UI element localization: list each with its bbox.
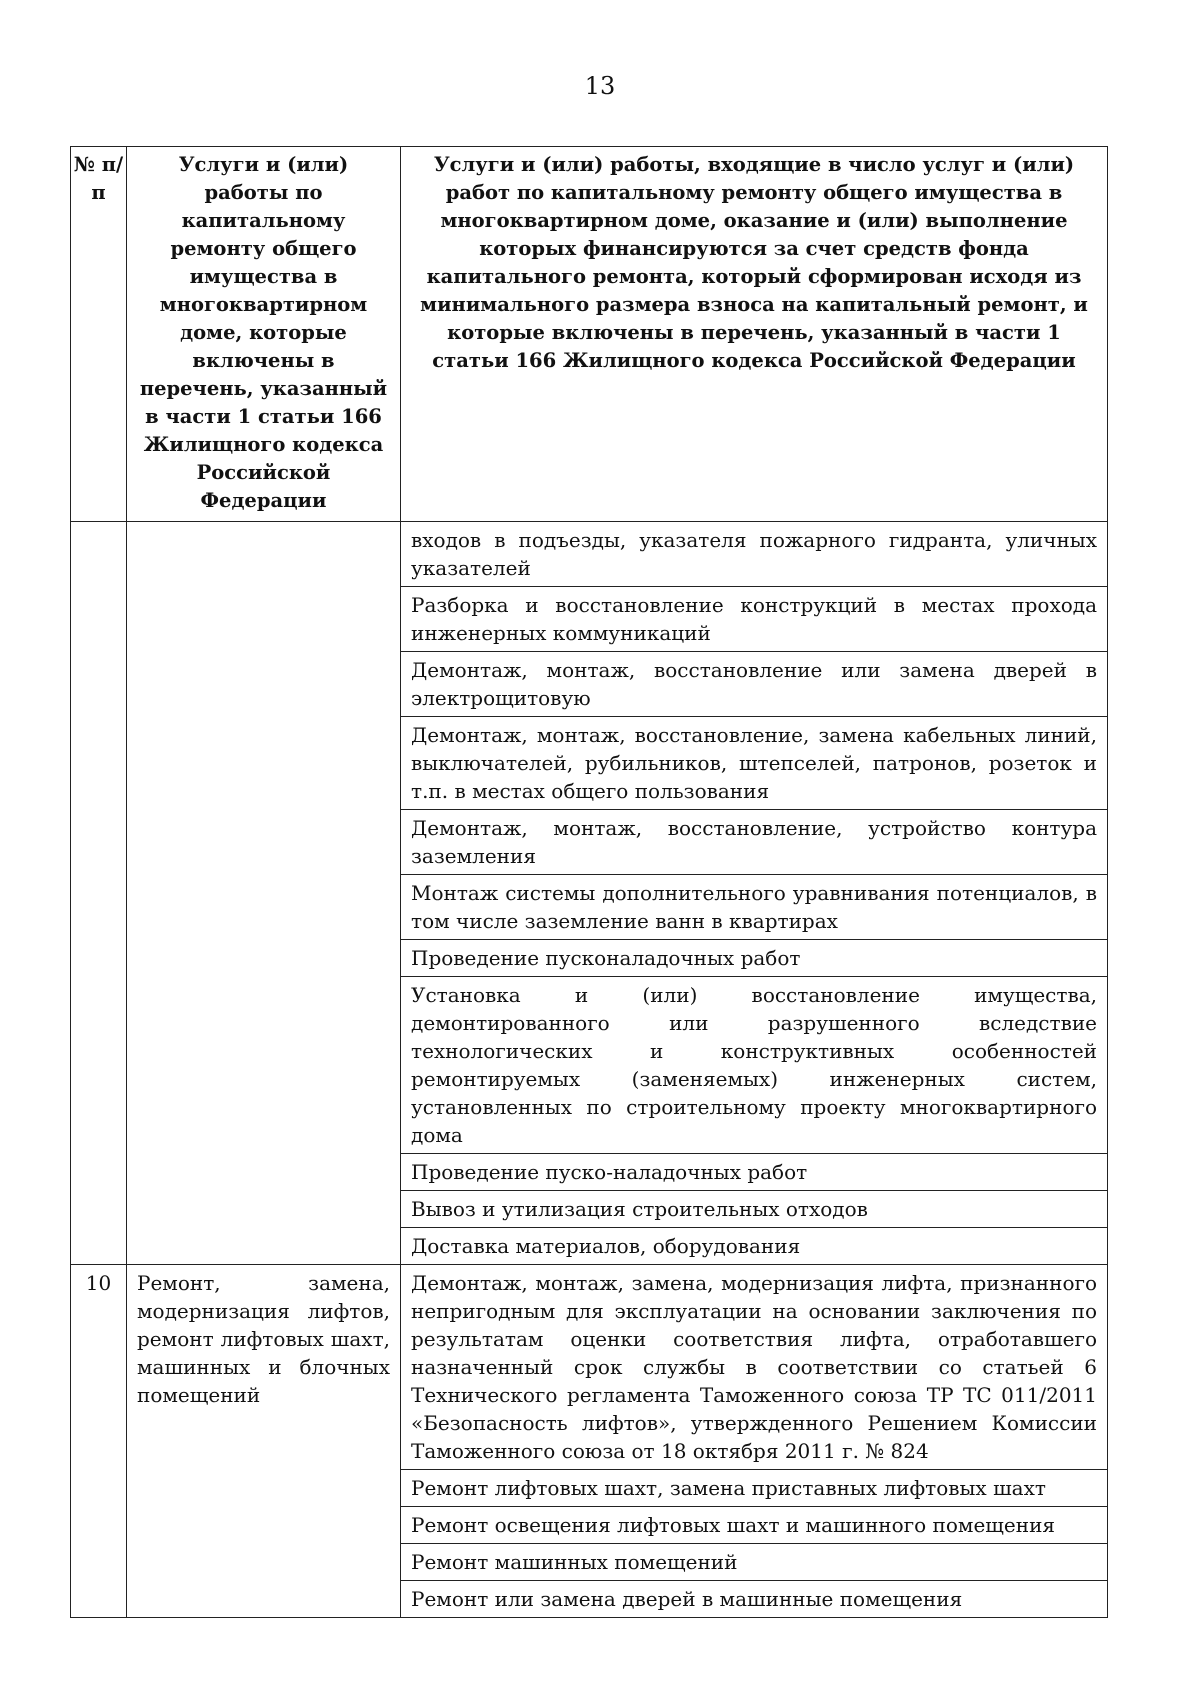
- work-item: Демонтаж, монтаж, замена, модернизация лифта, признанного непригодным для эксплуатации на основании заключения по результатам оценки соответствия лифта, отработавшего назначенный срок службы в соответствии со статьей 6 Технического регламента Таможенного союза ТР ТС 011/2011 «Безопасность лифтов», утвержденного Решением Комиссии Таможенного союза от 18 октября 2011 г. № 824: [401, 1265, 1108, 1470]
- work-item: Проведение пусконаладочных работ: [401, 940, 1108, 977]
- table-row: [71, 522, 1108, 587]
- work-item: Ремонт машинных помещений: [401, 1544, 1108, 1581]
- work-item: Разборка и восстановление конструкций в местах прохода инженерных коммуникаций: [401, 587, 1108, 652]
- page-number: 13: [584, 72, 616, 100]
- work-item: входов в подъезды, указателя пожарного гидранта, уличных указателей: [401, 522, 1108, 587]
- row-service: Ремонт, замена, модернизация лифтов, ремонт лифтовых шахт, машинных и блочных помещений: [127, 1265, 401, 1618]
- work-item: Установка и (или) восстановление имущества, демонтированного или разрушенного вследствие технологических и конструктивных особенностей ремонтируемых (заменяемых) инженерных систем, установленных по строительному проекту многоквартирного дома: [401, 977, 1108, 1154]
- row-number: [71, 522, 127, 1265]
- work-item: Ремонт лифтовых шахт, замена приставных лифтовых шахт: [401, 1470, 1108, 1507]
- header-service: Услуги и (или) работы по капитальному ремонту общего имущества в многоквартирном доме, которые включены в перечень, указанный в части 1 статьи 166 Жилищного кодекса Российской Федерации: [127, 147, 401, 522]
- row-service: [127, 522, 401, 1265]
- row-number: 10: [71, 1265, 127, 1618]
- services-table: [70, 146, 1108, 1618]
- header-number: № п/п: [71, 147, 127, 522]
- work-item: Демонтаж, монтаж, восстановление или замена дверей в электрощитовую: [401, 652, 1108, 717]
- table-header-row: [71, 147, 1108, 522]
- work-item: Ремонт освещения лифтовых шахт и машинного помещения: [401, 1507, 1108, 1544]
- work-item: Проведение пуско-наладочных работ: [401, 1154, 1108, 1191]
- work-item: Вывоз и утилизация строительных отходов: [401, 1191, 1108, 1228]
- table-row: [71, 1265, 1108, 1470]
- work-item: Демонтаж, монтаж, восстановление, устройство контура заземления: [401, 810, 1108, 875]
- work-item: Ремонт или замена дверей в машинные помещения: [401, 1581, 1108, 1618]
- work-item: Монтаж системы дополнительного уравнивания потенциалов, в том числе заземление ванн в квартирах: [401, 875, 1108, 940]
- header-works: Услуги и (или) работы, входящие в число услуг и (или) работ по капитальному ремонту общего имущества в многоквартирном доме, оказание и (или) выполнение которых финансируются за счет средств фонда капитального ремонта, который сформирован исходя из минимального размера взноса на капитальный ремонт, и которые включены в перечень, указанный в части 1 статьи 166 Жилищного кодекса Российской Федерации: [401, 147, 1108, 522]
- work-item: Доставка материалов, оборудования: [401, 1228, 1108, 1265]
- work-item: Демонтаж, монтаж, восстановление, замена кабельных линий, выключателей, рубильников, штепселей, патронов, розеток и т.п. в местах общего пользования: [401, 717, 1108, 810]
